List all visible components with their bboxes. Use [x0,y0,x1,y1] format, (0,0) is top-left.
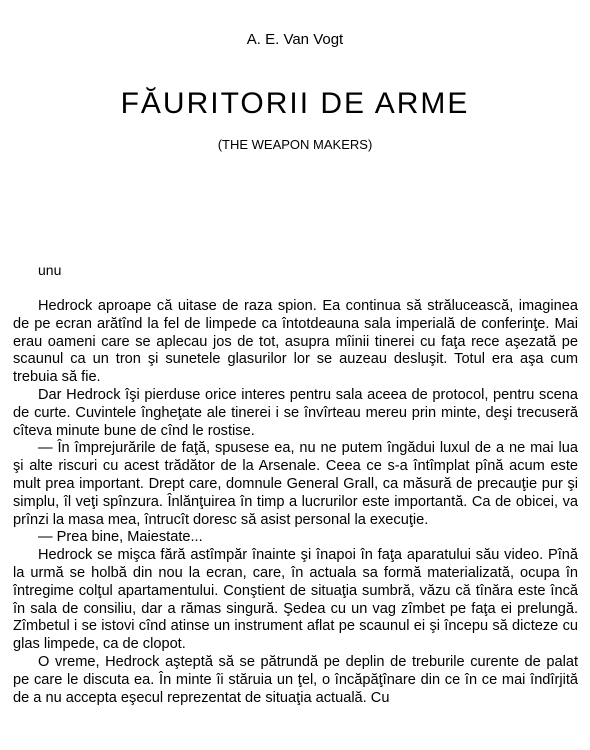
book-title: FĂURITORII DE ARME [120,87,470,120]
body-text [13,298,578,707]
original-title: (THE WEAPON MAKERS) [217,137,373,152]
paragraph: — În împrejurările de faţă, spusese ea, nu ne putem îngădui luxul de a ne mai lua şi alte riscuri cu acest trădător de la Arsenale. Ceea ce s-a întîmplat pînă acum este mult prea important. Drept care, domnule General Grall, ca măsură de precauţie pur şi simplu, îl veţi spînzura. Înlănţuirea în timp a lucrurilor este importantă. Ca de obicei, va prînzi la masa mea, întrucît doresc să asist personal la execuţie. [13,440,578,528]
paragraph: O vreme, Hedrock aşteptă să se pătrundă pe deplin de treburile curente de palat pe care le discuta ea. În minte îi stăruia un ţel, o încăpăţînare din ce în ce mai îndîrjită de a nu accepta eşecul reprezentat de situaţia actuală. Cu [13,653,578,706]
paragraph: Dar Hedrock îşi pierduse orice interes pentru sala aceea de protocol, pentru scena de curte. Cuvintele îngheţate ale tinerei i se învîrteau mereu prin minte, deşi trecuseră cîteva minute bune de cînd le rostise. [13,386,578,439]
paragraph: — Prea bine, Maiestate... [38,529,203,546]
paragraph: Hedrock se mişca fără astîmpăr înainte şi înapoi în faţa aparatului său video. Pînă la urmă se holbă din nou la ecran, care, în actuala sa formă materializată, ocupa în întregime colţul apartamentului. Conştient de situaţia sumbră, văzu că tînăra este încă în sala de consiliu, dar a rămas singură. Şedea cu un vag zîmbet pe faţa ei prelungă. Zîmbetul i se istovi cînd atinse un instrument aflat pe scaunul ei şi începu să dicteze cu glas limpede, ca de clopot. [13,547,578,653]
author-name: A. E. Van Vogt [246,31,344,48]
chapter-heading: unu [38,262,62,278]
paragraph: Hedrock aproape că uitase de raza spion. Ea continua să strălucească, imaginea de pe ecran arătînd la fel de limpede ca întotdeauna sala imperială de conferinţe. Mai erau oameni care se aplecau jos de tot, asupra mîinii tinerei cu faţa rece aşezată pe scaunul ca un tron şi sunetele glasurilor lor se auzeau desluşit. Totul era aşa cum trebuia să fie. [13,298,578,386]
